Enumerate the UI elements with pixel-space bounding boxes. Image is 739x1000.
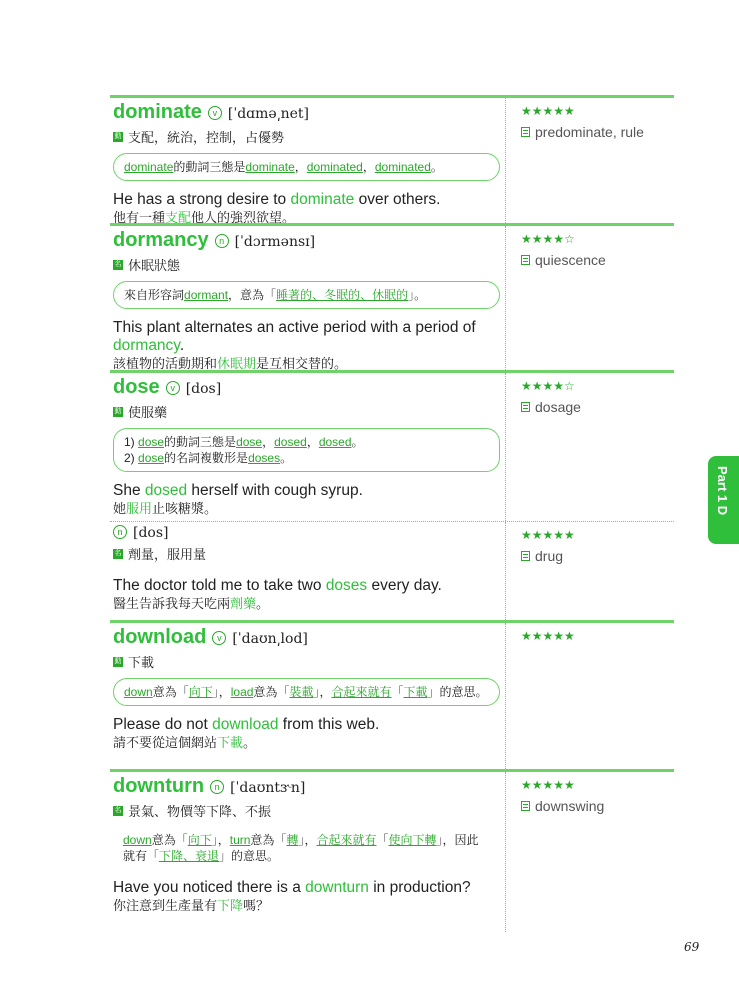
noun-tag-icon: 名 [114,549,122,557]
pronunciation: [ˈdɔrmənsɪ] [234,234,316,250]
meaning: 下載 [128,655,155,670]
star-rating: ★★★★★ [521,528,575,542]
example-chinese: 該植物的活動期和休眠期是互相交替的。 [113,356,348,371]
entry-downturn [110,769,674,932]
entry-dominate [110,95,674,223]
usage-note: 1) dose的動詞三態是dose，dosed，dosed。 2) dose的名詞複數形是doses。 [113,428,500,472]
example-english: This plant alternates an active period with a period of dormancy. [113,319,476,354]
star-rating: ★★★★☆ [521,379,575,393]
example-english: Please do not download from this web. [113,716,380,733]
pronunciation: [ˈdɑmə͵net] [227,106,309,122]
meaning: 景氣、物價等下降、不振 [128,804,272,819]
section-tab[interactable]: Part 1 D [708,456,739,544]
example-chinese: 請不要從這個網站下載。 [113,735,257,750]
synonym-icon [521,402,530,412]
entry-dose-noun [110,521,674,620]
usage-note: dominate的動詞三態是dominate，dominated，dominated。 [113,153,500,181]
synonym-icon [521,255,530,265]
example-english: Have you noticed there is a downturn in production? [113,879,471,896]
example-chinese: 醫生告訴我每天吃兩劑藥。 [113,596,270,611]
usage-note: down意為「向下」，turn意為「轉」，合起來就有「使向下轉」，因此就有「下降、衰退」的意思。 [123,833,479,863]
star-rating: ★★★★★ [521,778,575,792]
synonyms: predominate, rule [521,124,671,140]
pos-v-icon: v [208,106,222,120]
pronunciation: [dos] [185,381,222,397]
verb-tag-icon: 動 [114,407,122,415]
headword: dormancy [113,229,209,251]
entry-dose-verb [110,370,674,521]
synonyms: quiescence [521,252,671,268]
example-english: She dosed herself with cough syrup. [113,482,363,499]
headword: dose [113,376,160,398]
pos-n-icon: n [210,780,224,794]
pronunciation: [ˈdaʊn͵lod] [232,631,308,647]
meaning: 支配，統治，控制，占優勢 [128,130,285,145]
meaning: 休眠狀態 [128,258,181,273]
verb-tag-icon: 動 [114,132,122,140]
usage-note: down意為「向下」，load意為「裝載」，合起來就有「下載」的意思。 [113,678,500,706]
synonym-icon [521,801,530,811]
synonyms: dosage [521,399,671,415]
dictionary-page [110,95,674,932]
example-chinese: 你注意到生產量有下降嗎？ [113,898,270,913]
synonym-icon [521,551,530,561]
meaning: 使服藥 [128,405,168,420]
pos-v-icon: v [166,381,180,395]
headword: dominate [113,101,202,123]
pos-n-icon: n [215,234,229,248]
headword: downturn [113,775,205,797]
entry-dormancy [110,223,674,370]
synonyms: downswing [521,798,671,814]
headword: download [113,626,207,648]
usage-note: 來自形容詞dormant，意為「睡著的、冬眠的、休眠的」。 [113,281,500,309]
verb-tag-icon: 動 [114,657,122,665]
example-english: The doctor told me to take two doses every day. [113,577,442,594]
synonyms: drug [521,548,671,564]
page-number: 69 [684,940,700,954]
star-rating: ★★★★★ [521,104,575,118]
example-chinese: 他有一種支配他人的強烈欲望。 [113,210,296,225]
synonym-icon [521,127,530,137]
meaning: 劑量，服用量 [128,547,207,562]
pronunciation: [dos] [133,525,169,541]
star-rating: ★★★★★ [521,629,575,643]
noun-tag-icon: 名 [114,260,122,268]
pos-n-icon: n [113,525,127,539]
noun-tag-icon: 名 [114,806,122,814]
example-chinese: 她服用止咳糖漿。 [113,501,218,516]
example-english: He has a strong desire to dominate over others. [113,191,441,208]
star-rating: ★★★★☆ [521,232,575,246]
pos-v-icon: v [212,631,226,645]
pronunciation: [ˈdaʊntɝn] [230,780,306,796]
entry-download [110,620,674,769]
